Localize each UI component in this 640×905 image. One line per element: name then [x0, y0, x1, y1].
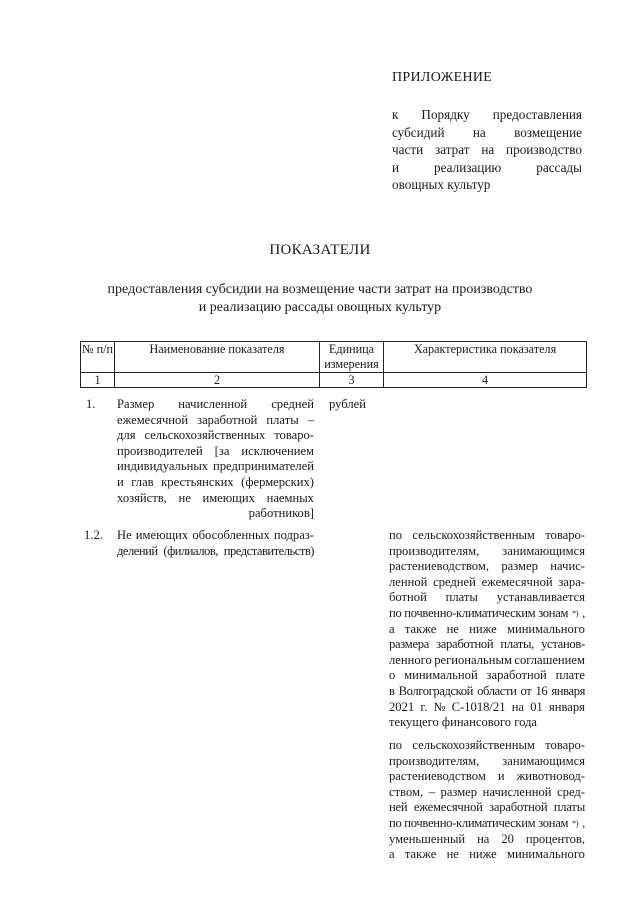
- document-title: ПОКАЗАТЕЛИ: [269, 242, 371, 258]
- char-line: ленного региональным соглашением: [389, 652, 585, 667]
- header-char: Характеристика показателя: [384, 342, 587, 373]
- char-line: растениеводством и животновод-: [389, 769, 585, 784]
- col-number: 4: [384, 373, 587, 388]
- appendix-line: к Порядку предоставления: [392, 107, 582, 122]
- char-line: ней ежемесячной заработной платы: [389, 800, 585, 815]
- col-number: 3: [320, 373, 384, 388]
- col-number: 2: [115, 373, 320, 388]
- char-line: по почвенно-климатическим зонам *) ,: [389, 815, 585, 830]
- char-line: ством, – размер начисленной сред-: [389, 784, 585, 799]
- row1-name-line: и глав крестьянских (фермерских): [117, 474, 314, 489]
- char-line: 2021 г. № С-1018/21 на 01 января: [389, 699, 585, 714]
- header-num: № п/п: [81, 342, 115, 373]
- row1-name-line: индивидуальных предпринимателей: [117, 459, 314, 474]
- indicators-table-header: [80, 341, 587, 388]
- char-line: производителям, занимающимся: [389, 543, 585, 558]
- col-number: 1: [81, 373, 115, 388]
- char-line: размера заработной платы, установ-: [389, 637, 585, 652]
- row2-name-line: делений (филиалов, представительств): [117, 543, 314, 558]
- char-line: производителям, занимающимся: [389, 753, 585, 768]
- row1-name-line: хозяйств, не имеющих наемных: [117, 490, 314, 505]
- row2-characteristic-1: [389, 528, 585, 731]
- char-line: по почвенно-климатическим зонам *) ,: [389, 605, 585, 620]
- header-name: Наименование показателя: [115, 342, 320, 373]
- row1-name-line: Размер начисленной средней: [117, 397, 314, 411]
- char-line: ленной средней ежемесячной зара-: [389, 574, 585, 589]
- row2-num: 1.2.: [84, 528, 103, 542]
- appendix-text: [392, 106, 582, 194]
- document-subtitle: [60, 281, 580, 317]
- appendix-title: ПРИЛОЖЕНИЕ: [392, 70, 493, 85]
- row2-characteristic-2: [389, 738, 585, 863]
- row1-unit: рублей: [329, 397, 366, 411]
- appendix-line: части затрат на производство: [392, 142, 582, 157]
- appendix-line: и реализацию рассады: [392, 159, 582, 175]
- char-line: а также не ниже минимального: [389, 847, 585, 862]
- row1-name: [117, 397, 314, 522]
- row1-name-line: для сельскохозяйственных товаро-: [117, 428, 314, 443]
- char-line: уменьшенный на 20 процентов,: [389, 831, 585, 846]
- row2-name-line: Не имеющих обособленных подраз-: [117, 528, 314, 542]
- char-line: о минимальной заработной плате: [389, 668, 585, 683]
- subtitle-line: и реализацию рассады овощных культур: [198, 300, 442, 315]
- row1-name-line: ежемесячной заработной платы –: [117, 412, 314, 427]
- header-unit: Единица измерения: [320, 342, 384, 373]
- char-line: по сельскохозяйственным товаро-: [389, 738, 585, 752]
- char-line: в Волгоградской области от 16 января: [389, 683, 585, 698]
- row1-name-line: производителей [за исключением: [117, 443, 314, 458]
- subtitle-line: предоставления субсидии на возмещение части затрат на производство: [107, 282, 533, 297]
- appendix-line: овощных культур: [392, 177, 491, 192]
- char-line: а также не ниже минимального: [389, 621, 585, 636]
- char-line: по сельскохозяйственным товаро-: [389, 528, 585, 542]
- char-line: ботной платы устанавливается: [389, 590, 585, 605]
- row1-name-line: работников]: [248, 506, 314, 521]
- row1-num: 1.: [86, 397, 96, 411]
- char-line: растениеводством, размер начис-: [389, 559, 585, 574]
- char-line: текущего финансового года: [389, 715, 538, 730]
- appendix-line: субсидий на возмещение: [392, 124, 582, 140]
- row2-name: [117, 528, 314, 559]
